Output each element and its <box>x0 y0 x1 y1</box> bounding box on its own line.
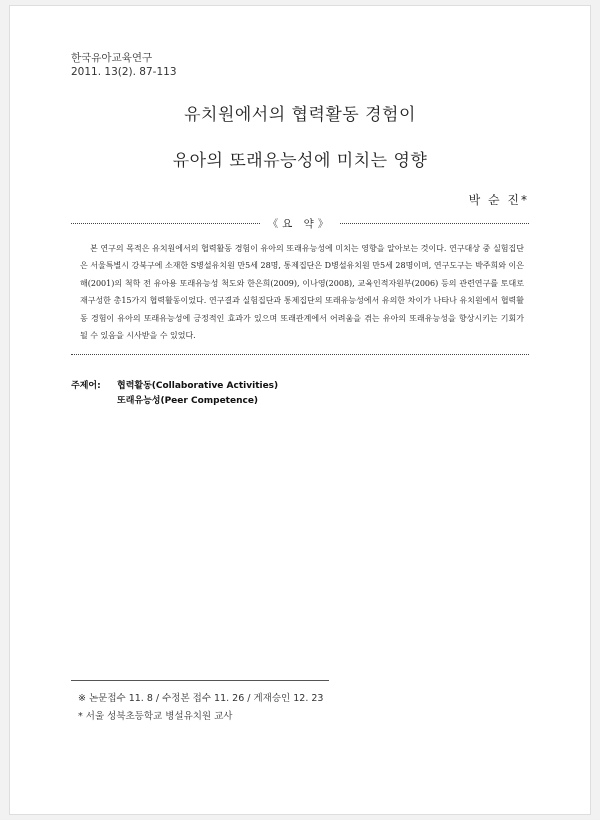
author-name: 박 순 진* <box>468 193 529 207</box>
journal-citation: 2011. 13(2). 87-113 <box>71 66 177 78</box>
journal-name: 한국유아교육연구 <box>71 52 153 64</box>
keyword-item: 협력활동(Collaborative Activities) <box>117 381 279 391</box>
abstract-heading-rule-left <box>71 223 260 224</box>
abstract-bottom-rule <box>71 354 529 355</box>
title-line-1: 유치원에서의 협력활동 경험이 <box>184 105 416 125</box>
abstract-heading-label: 《요 약》 <box>267 217 333 230</box>
abstract-body: 본 연구의 목적은 유치원에서의 협력활동 경험이 유아의 또래유능성에 미치는 영향을 알아보는 것이다. 연구대상 중 실험집단은 서울특별시 강북구에 소재한 S병설유치원 만5세 28명, 통제집단은 D병설유치원 만5세 28명이며, 연구도구는 박주희와 이은해(2001)의 척학 전 유아용 또래유능성 척도와 한은희(2009), 이나영(2008), 교육인적자원부(2006) 등의 관련연구를 토대로 재구성한 총15가지 협력활동이었다. 연구결과 실험집단과 통제집단의 또래유능성에서 유의한 차이가 나타나 유치원에서 협력활동 경험이 유아의 또래유능성에 긍정적인 효과가 있으며 또래관계에서 어려움을 겪는 유아의 또래유능성을 향상시키는 기회가 될 수 있음을 시사받을 수 있었다. <box>80 244 524 341</box>
keywords <box>71 379 278 409</box>
footnote-rule <box>71 680 329 681</box>
keywords-label: 주제어: <box>71 381 101 391</box>
title-line-2: 유아의 또래유능성에 미치는 영향 <box>172 151 428 171</box>
abstract-heading <box>71 215 529 231</box>
footnote-dates: ※ 논문접수 11. 8 / 수정본 접수 11. 26 / 게재승인 12. 23 <box>78 693 324 704</box>
keyword-item: 또래유능성(Peer Competence) <box>117 396 259 406</box>
footnote-affiliation: * 서울 성북초등학교 병설유치원 교사 <box>78 711 233 722</box>
abstract-heading-rule-right <box>340 223 529 224</box>
